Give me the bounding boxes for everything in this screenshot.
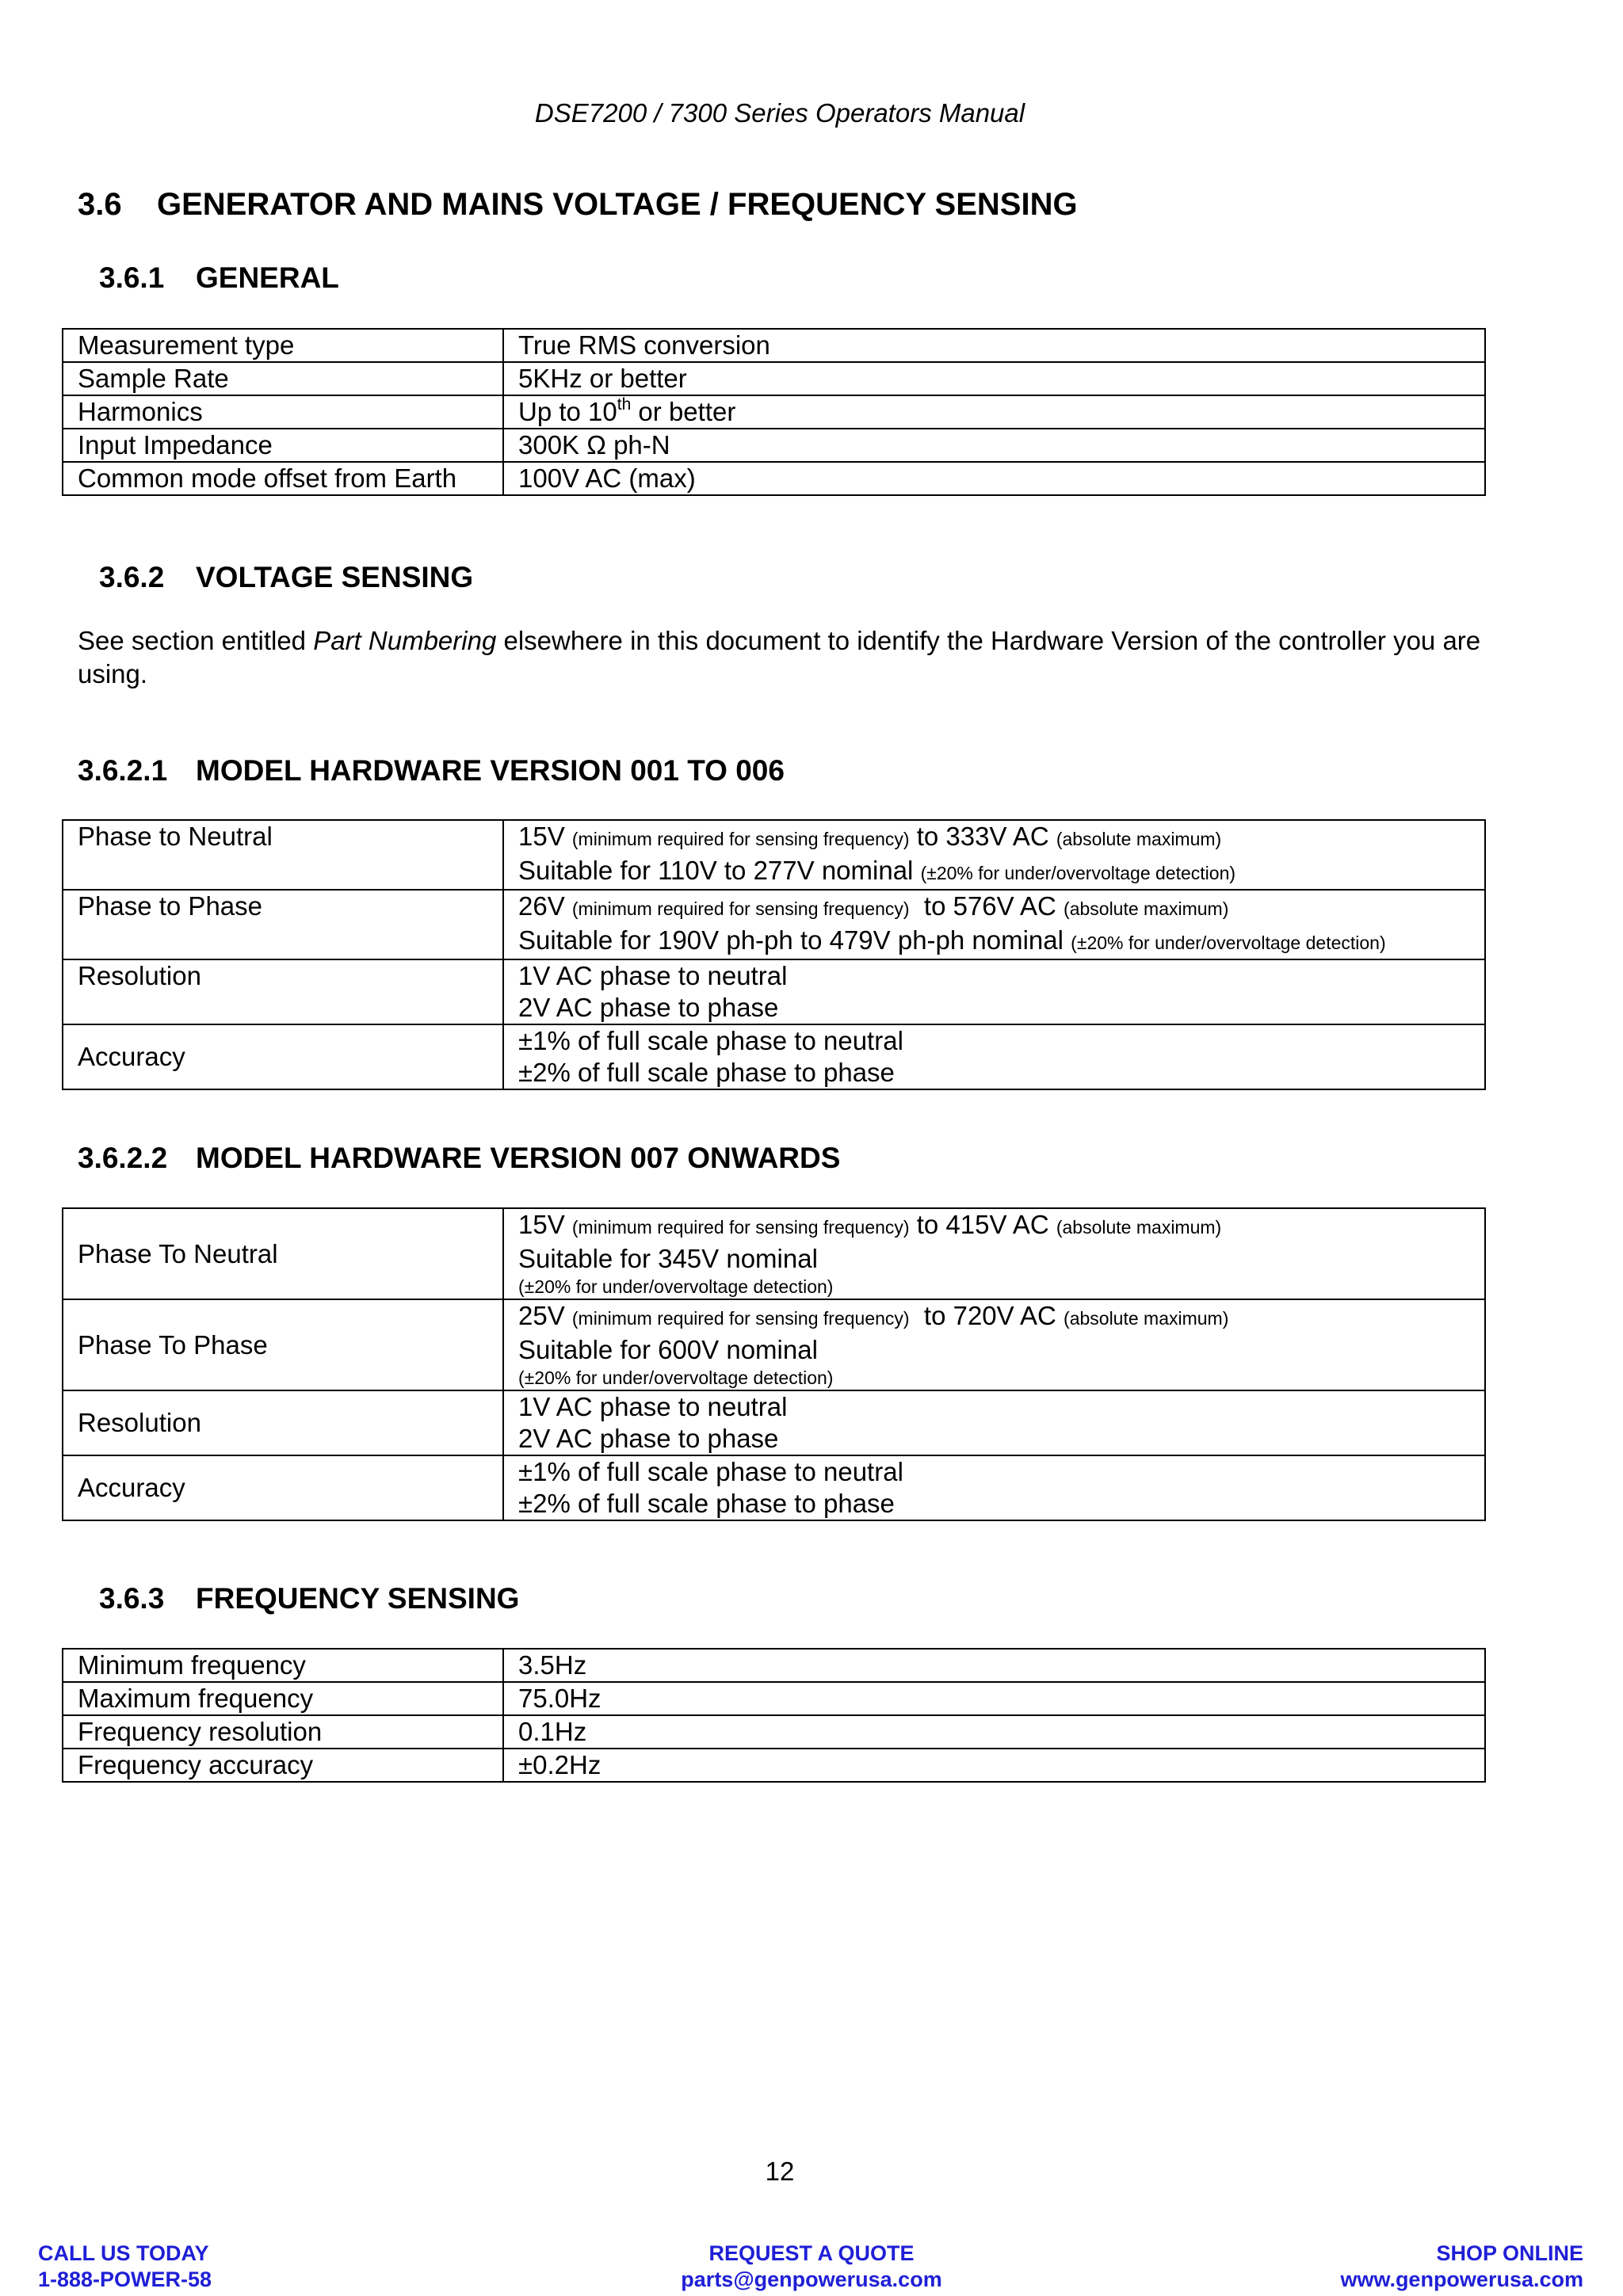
spec-label: Frequency accuracy bbox=[63, 1749, 503, 1782]
section-title: GENERATOR AND MAINS VOLTAGE / FREQUENCY SENSING bbox=[157, 187, 1078, 222]
spec-label: Accuracy bbox=[63, 1455, 503, 1520]
section-3-6-1-heading bbox=[99, 261, 339, 295]
spec-label: Harmonics bbox=[63, 395, 503, 429]
table-row bbox=[63, 1024, 1485, 1089]
table-row bbox=[63, 429, 1485, 462]
table-row bbox=[63, 329, 1485, 362]
section-title: GENERAL bbox=[196, 261, 339, 294]
spec-label: Sample Rate bbox=[63, 362, 503, 395]
spec-label: Phase to Phase bbox=[63, 890, 503, 959]
table-row bbox=[63, 395, 1485, 429]
section-title: VOLTAGE SENSING bbox=[196, 561, 474, 593]
section-number: 3.6.1 bbox=[99, 261, 165, 294]
section-title: FREQUENCY SENSING bbox=[196, 1582, 520, 1615]
spec-label: Phase To Neutral bbox=[63, 1208, 503, 1299]
spec-value: 3.5Hz bbox=[503, 1649, 1485, 1682]
spec-value: 100V AC (max) bbox=[503, 462, 1485, 495]
section-number: 3.6.2.2 bbox=[78, 1142, 168, 1174]
spec-label: Maximum frequency bbox=[63, 1682, 503, 1715]
section-3-6-2-1-heading bbox=[78, 754, 785, 788]
table-row bbox=[63, 1455, 1485, 1520]
table-row bbox=[63, 362, 1485, 395]
section-number: 3.6 bbox=[78, 187, 122, 222]
footer-phone-link[interactable]: 1-888-POWER-58 bbox=[38, 2267, 212, 2291]
spec-label: Measurement type bbox=[63, 329, 503, 362]
table-row bbox=[63, 1682, 1485, 1715]
section-3-6-heading bbox=[78, 187, 1078, 223]
section-3-6-2-2-heading bbox=[78, 1142, 840, 1175]
spec-label: Common mode offset from Earth bbox=[63, 462, 503, 495]
spec-label: Phase to Neutral bbox=[63, 820, 503, 890]
spec-value: 26V (minimum required for sensing frequency) to 576V AC (absolute maximum) Suitable for 190V ph-ph to 479V ph-ph nominal (±20% for under/overvoltage detection) bbox=[503, 890, 1485, 959]
spec-label: Resolution bbox=[63, 959, 503, 1024]
spec-value: 25V (minimum required for sensing frequency) to 720V AC (absolute maximum) Suitable for 600V nominal (±20% for under/overvoltage detection) bbox=[503, 1299, 1485, 1390]
table-row bbox=[63, 1649, 1485, 1682]
table-row bbox=[63, 959, 1485, 1024]
table-row bbox=[63, 1299, 1485, 1390]
spec-label: Resolution bbox=[63, 1390, 503, 1455]
part-numbering-reference: Part Numbering bbox=[313, 626, 497, 655]
page-number: 12 bbox=[765, 2157, 795, 2186]
spec-label: Frequency resolution bbox=[63, 1715, 503, 1749]
spec-value: ±1% of full scale phase to neutral ±2% of full scale phase to phase bbox=[503, 1024, 1485, 1089]
table-row bbox=[63, 1749, 1485, 1782]
section-number: 3.6.2 bbox=[99, 561, 165, 593]
spec-label: Accuracy bbox=[63, 1024, 503, 1089]
frequency-spec-table bbox=[62, 1648, 1486, 1783]
spec-value: 15V (minimum required for sensing frequency) to 333V AC (absolute maximum) Suitable for 110V to 277V nominal (±20% for under/overvoltage detection) bbox=[503, 820, 1485, 890]
table-row bbox=[63, 1390, 1485, 1455]
general-spec-table bbox=[62, 328, 1486, 496]
spec-value: 1V AC phase to neutral 2V AC phase to phase bbox=[503, 1390, 1485, 1455]
spec-value: 15V (minimum required for sensing frequency) to 415V AC (absolute maximum) Suitable for 345V nominal (±20% for under/overvoltage detection) bbox=[503, 1208, 1485, 1299]
footer-quote-label: REQUEST A QUOTE bbox=[708, 2241, 915, 2265]
spec-value: Up to 10th or better bbox=[503, 395, 1485, 429]
spec-value: ±1% of full scale phase to neutral ±2% of full scale phase to phase bbox=[503, 1455, 1485, 1520]
hw-007-onwards-spec-table bbox=[62, 1207, 1486, 1521]
spec-value: 75.0Hz bbox=[503, 1682, 1485, 1715]
spec-value: True RMS conversion bbox=[503, 329, 1485, 362]
footer-shop-online[interactable] bbox=[1340, 2241, 1583, 2293]
table-row bbox=[63, 1208, 1485, 1299]
section-title: MODEL HARDWARE VERSION 001 TO 006 bbox=[196, 754, 785, 787]
footer-website-link[interactable]: www.genpowerusa.com bbox=[1340, 2267, 1583, 2291]
spec-label: Minimum frequency bbox=[63, 1649, 503, 1682]
section-number: 3.6.2.1 bbox=[78, 754, 168, 787]
footer-shop-label: SHOP ONLINE bbox=[1436, 2241, 1583, 2265]
section-number: 3.6.3 bbox=[99, 1582, 165, 1615]
spec-value: 300K Ω ph-N bbox=[503, 429, 1485, 462]
hw-001-006-spec-table bbox=[62, 819, 1486, 1090]
spec-value: 0.1Hz bbox=[503, 1715, 1485, 1749]
section-3-6-2-heading bbox=[99, 561, 473, 594]
footer-call-label: CALL US TODAY bbox=[38, 2241, 209, 2265]
spec-label: Input Impedance bbox=[63, 429, 503, 462]
table-row bbox=[63, 1715, 1485, 1749]
spec-value: ±0.2Hz bbox=[503, 1749, 1485, 1782]
table-row bbox=[63, 462, 1485, 495]
spec-value: 5KHz or better bbox=[503, 362, 1485, 395]
spec-value: 1V AC phase to neutral 2V AC phase to phase bbox=[503, 959, 1485, 1024]
section-title: MODEL HARDWARE VERSION 007 ONWARDS bbox=[196, 1142, 841, 1174]
table-row bbox=[63, 820, 1485, 890]
document-header-title: DSE7200 / 7300 Series Operators Manual bbox=[534, 98, 1025, 128]
section-3-6-3-heading bbox=[99, 1582, 519, 1615]
footer-email-link[interactable]: parts@genpowerusa.com bbox=[681, 2267, 942, 2291]
voltage-sensing-paragraph: See section entitled Part Numbering elsewhere in this document to identify the Hardware Version of the controller you are using. bbox=[78, 626, 1488, 688]
table-row bbox=[63, 890, 1485, 959]
spec-label: Phase To Phase bbox=[63, 1299, 503, 1390]
